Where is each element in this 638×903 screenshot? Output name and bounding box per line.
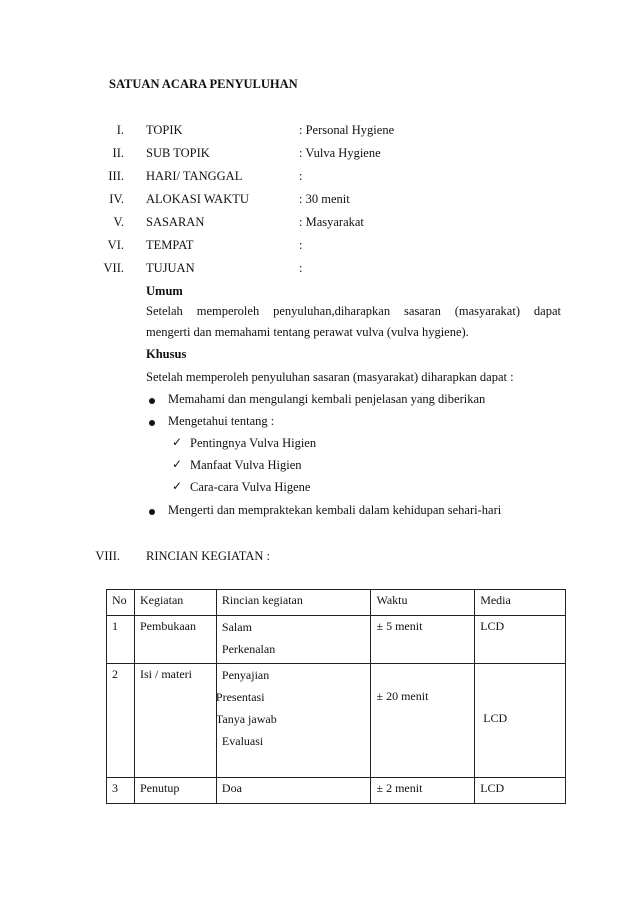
table-row <box>107 778 566 804</box>
cell-kegiatan: Penutup <box>134 778 216 804</box>
section-number: I. <box>116 123 124 137</box>
section-label-sasaran: SASARAN <box>146 215 205 229</box>
khusus-heading: Khusus <box>146 347 187 361</box>
section-value-sasaran: : Masyarakat <box>299 215 364 229</box>
checkmark-icon: ✓ <box>172 479 183 493</box>
section-label-hari-tanggal: HARI/ TANGGAL <box>146 169 243 183</box>
cell-kegiatan: Pembukaan <box>134 616 216 664</box>
header-no: No <box>107 590 135 616</box>
table-row <box>107 664 566 778</box>
section-value-tujuan: : <box>299 261 303 275</box>
rincian-item: Evaluasi <box>221 734 264 748</box>
khusus-bullet-2: Mengetahui tentang : <box>168 414 275 428</box>
khusus-check-1: Pentingnya Vulva Higien <box>190 436 317 450</box>
header-waktu: Waktu <box>371 590 475 616</box>
rincian-item: Penyajian <box>221 668 270 682</box>
section-value-hari-tanggal: : <box>299 169 303 183</box>
umum-heading: Umum <box>146 284 183 298</box>
section-number: IV. <box>109 192 124 206</box>
section-label-rincian-kegiatan: RINCIAN KEGIATAN : <box>146 549 270 563</box>
cell-media: LCD <box>475 664 566 778</box>
section-number: VI. <box>107 238 124 252</box>
section-label-tempat: TEMPAT <box>146 238 194 252</box>
cell-waktu: ± 5 menit <box>371 616 475 664</box>
section-number: V. <box>113 215 124 229</box>
bullet-dot-icon <box>149 420 155 426</box>
cell-rincian <box>216 664 371 778</box>
khusus-bullet-1: Memahami dan mengulangi kembali penjelasan yang diberikan <box>168 392 486 406</box>
khusus-check-2: Manfaat Vulva Higien <box>190 458 302 472</box>
khusus-intro: Setelah memperoleh penyuluhan sasaran (masyarakat) diharapkan dapat : <box>146 370 514 384</box>
cell-waktu: ± 2 menit <box>371 778 475 804</box>
document-title: SATUAN ACARA PENYULUHAN <box>109 77 298 91</box>
rincian-item: Perkenalan <box>221 642 276 656</box>
umum-text-line-1: Setelah memperoleh penyuluhan,diharapkan sasaran (masyarakat) dapat <box>146 304 561 318</box>
cell-media: LCD <box>475 778 566 804</box>
section-label-tujuan: TUJUAN <box>146 261 195 275</box>
rincian-item: Salam <box>221 620 252 634</box>
checkmark-icon: ✓ <box>172 435 183 449</box>
table-header-row <box>107 590 566 616</box>
cell-waktu: ± 20 menit <box>371 664 475 778</box>
cell-rincian: Doa <box>216 778 371 804</box>
section-number: II. <box>112 146 124 160</box>
section-number: VIII. <box>95 549 120 563</box>
section-label-alokasi-waktu: ALOKASI WAKTU <box>146 192 249 206</box>
rincian-item: Presentasi <box>215 690 265 704</box>
cell-kegiatan: Isi / materi <box>134 664 216 778</box>
section-number: III. <box>108 169 124 183</box>
cell-media: LCD <box>475 616 566 664</box>
rincian-kegiatan-table <box>106 589 566 804</box>
section-number: VII. <box>103 261 124 275</box>
section-value-tempat: : <box>299 238 303 252</box>
header-rincian: Rincian kegiatan <box>216 590 371 616</box>
bullet-dot-icon <box>149 509 155 515</box>
khusus-check-3: Cara-cara Vulva Higene <box>190 480 311 494</box>
header-media: Media <box>475 590 566 616</box>
rincian-item: Tanya jawab <box>215 712 277 726</box>
section-value-sub-topik: : Vulva Hygiene <box>299 146 381 160</box>
section-value-alokasi-waktu: : 30 menit <box>299 192 350 206</box>
cell-no: 2 <box>107 664 135 778</box>
checkmark-icon: ✓ <box>172 457 183 471</box>
section-label-sub-topik: SUB TOPIK <box>146 146 210 160</box>
cell-rincian <box>216 616 371 664</box>
section-value-topik: : Personal Hygiene <box>299 123 395 137</box>
cell-no: 3 <box>107 778 135 804</box>
section-label-topik: TOPIK <box>146 123 183 137</box>
header-kegiatan: Kegiatan <box>134 590 216 616</box>
cell-no: 1 <box>107 616 135 664</box>
table-row <box>107 616 566 664</box>
umum-text-line-2: mengerti dan memahami tentang perawat vulva (vulva hygiene). <box>146 325 469 339</box>
bullet-dot-icon <box>149 398 155 404</box>
khusus-bullet-3: Mengerti dan mempraktekan kembali dalam kehidupan sehari-hari <box>168 503 502 517</box>
